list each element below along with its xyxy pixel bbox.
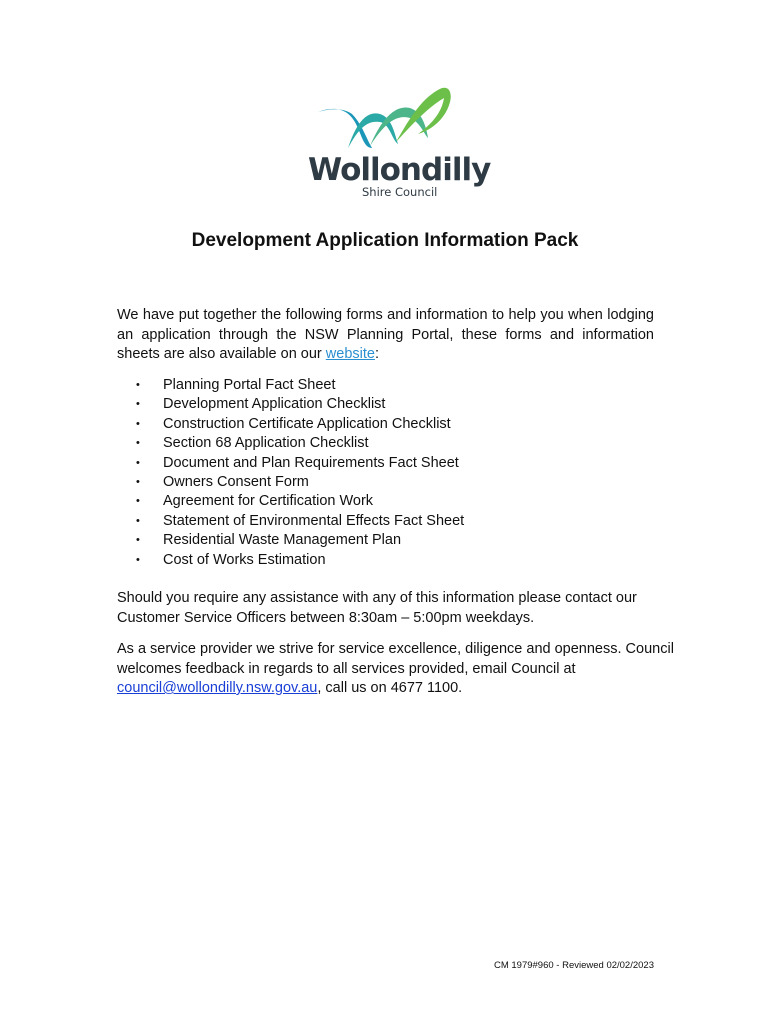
list-item — [136, 454, 464, 473]
logo-name: Wollondilly — [308, 152, 491, 188]
bullet-icon: • — [136, 495, 140, 508]
list-item-label: Planning Portal Fact Sheet — [163, 377, 336, 393]
feedback-text-end: , call us on 4677 1100. — [317, 680, 463, 696]
bullet-icon: • — [136, 553, 140, 566]
bullet-icon: • — [136, 417, 140, 430]
intro-text: We have put together the following forms and information to help you when lodging an application through the NSW Planning Portal, these forms and information sheets are also available on our — [117, 307, 654, 362]
list-item — [136, 531, 464, 550]
bullet-icon: • — [136, 514, 140, 527]
bullet-icon: • — [136, 379, 140, 391]
list-item-label: Construction Certificate Application Checklist — [163, 415, 451, 432]
list-item — [136, 376, 464, 395]
document-list — [136, 376, 464, 570]
logo-subtitle: Shire Council — [362, 185, 438, 199]
website-link[interactable]: website — [325, 346, 375, 362]
bullet-icon: • — [136, 534, 140, 547]
feedback-paragraph — [117, 640, 677, 699]
list-item-label: Residential Waste Management Plan — [163, 532, 402, 549]
intro-text-end: : — [374, 346, 379, 362]
list-item — [136, 415, 464, 434]
list-item — [136, 551, 464, 570]
council-logo — [300, 84, 491, 202]
bullet-icon: • — [136, 398, 140, 411]
bullet-icon: • — [136, 476, 140, 489]
bullet-icon: • — [136, 456, 140, 469]
list-item — [136, 512, 464, 531]
intro-paragraph — [117, 306, 654, 365]
list-item — [136, 434, 464, 453]
list-item-label: Section 68 Application Checklist — [163, 435, 369, 452]
list-item-label: Statement of Environmental Effects Fact Sheet — [163, 512, 465, 529]
feedback-text: As a service provider we strive for service excellence, diligence and openness. Council welcomes feedback in regards to all services provided, email Council at — [117, 641, 674, 677]
list-item — [136, 395, 464, 414]
list-item-label: Document and Plan Requirements Fact Sheet — [163, 454, 459, 471]
list-item — [136, 473, 464, 492]
list-item-label: Owners Consent Form — [163, 474, 309, 491]
list-item — [136, 492, 464, 511]
list-item-label: Cost of Works Estimation — [163, 551, 326, 568]
email-link[interactable]: council@wollondilly.nsw.gov.au — [117, 680, 318, 696]
bullet-icon: • — [136, 437, 140, 450]
list-item-label: Development Application Checklist — [163, 396, 386, 413]
assistance-paragraph: Should you require any assistance with any of this information please contact our Customer Service Officers between 8:30am – 5:00pm weekdays. — [117, 590, 637, 626]
document-reference: CM 1979#960 - Reviewed 02/02/2023 — [493, 960, 654, 971]
list-item-label: Agreement for Certification Work — [163, 493, 374, 510]
page-title: Development Application Information Pack — [191, 230, 579, 251]
